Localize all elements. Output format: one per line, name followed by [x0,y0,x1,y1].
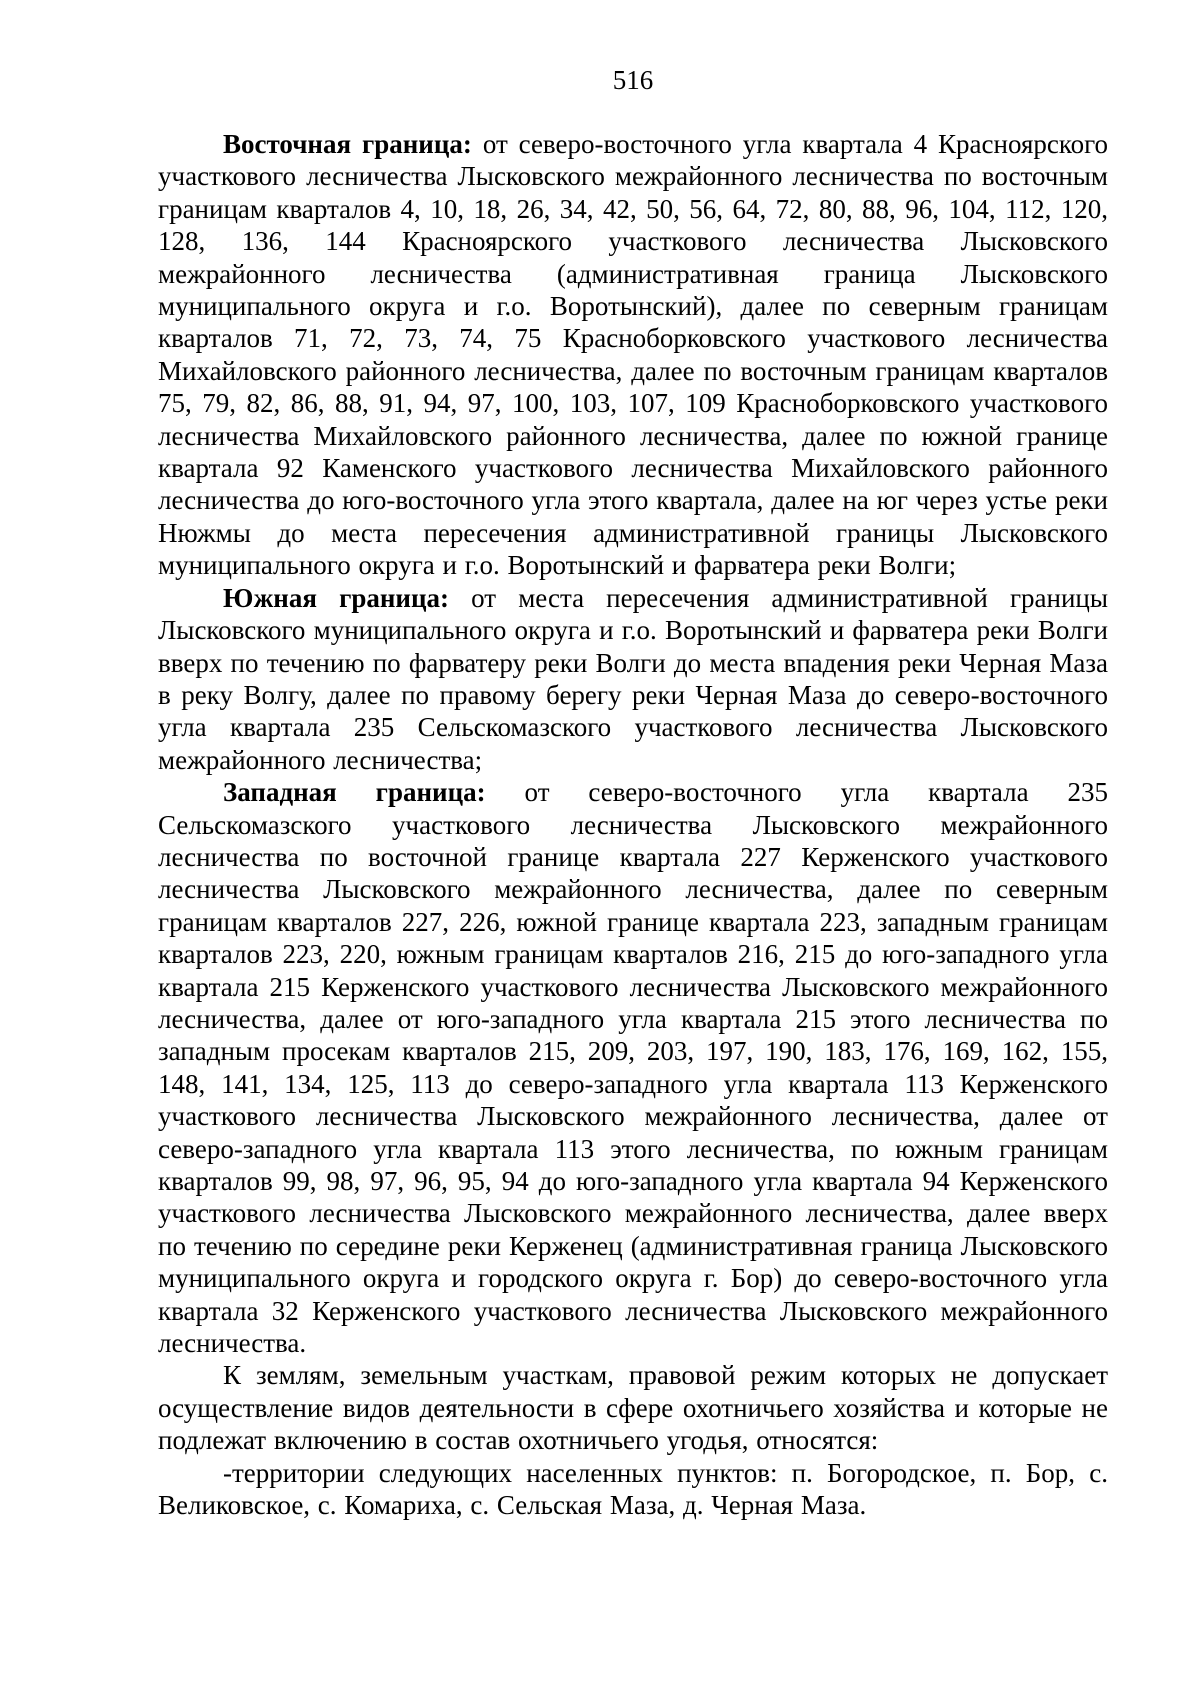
page-number: 516 [612,65,654,95]
paragraph-text-southern: от места пересечения административной границы Лысковского муниципального округа и г.о. Воротынский и фарватера реки Волги вверх по течению по фарватеру реки Волги до места впадения реки Черная Маза в реку Волгу, далее по правому берегу реки Черная Маза до северо-восточного угла квартала 235 Сельскомазского участкового лесничества Лысковского межрайонного лесничества; [158,582,1108,775]
paragraph-lead-western: Западная граница: [223,777,486,808]
paragraph-settlements-list [158,1457,1108,1522]
paragraph-text-eastern: от северо-восточного угла квартала 4 Красноярского участкового лесничества Лысковского межрайонного лесничества по восточным границам кварталов 4, 10, 18, 26, 34, 42, 50, 56, 64, 72, 80, 88, 96, 104, 112, 120, 128, 136, 144 Красноярского участкового лесничества Лысковского межрайонного лесничества (административная граница Лысковского муниципального округа и г.о. Воротынский), далее по северным границам кварталов 71, 72, 73, 74, 75 Красноборковского участкового лесничества Михайловского районного лесничества, далее по восточным границам кварталов 75, 79, 82, 86, 88, 91, 94, 97, 100, 103, 107, 109 Красноборковского участкового лесничества Михайловского районного лесничества, далее по южной границе квартала 92 Каменского участкового лесничества Михайловского районного лесничества до юго-восточного угла этого квартала, далее на юг через устье реки Нюжмы до места пересечения административной границы Лысковского муниципального округа и г.о. Воротынский и фарватера реки Волги; [158,129,1109,581]
paragraph-western-boundary [158,776,1108,1359]
paragraph-text-western: от северо-восточного угла квартала 235 Сельскомазского участкового лесничества Лысковского межрайонного лесничества по восточной границе квартала 227 Керженского участкового лесничества Лысковского межрайонного лесничества, далее по северным границам кварталов 227, 226, южной границе квартала 223, западным границам кварталов 223, 220, южным границам кварталов 216, 215 до юго-западного угла квартала 215 Керженского участкового лесничества Лысковского межрайонного лесничества, далее от юго-западного угла квартала 215 этого лесничества по западным просекам кварталов 215, 209, 203, 197, 190, 183, 176, 169, 162, 155, 148, 141, 134, 125, 113 до северо-западного угла квартала 113 Керженского участкового лесничества Лысковского межрайонного лесничества, далее от северо-западного угла квартала 113 этого лесничества, по южным границам кварталов 99, 98, 97, 96, 95, 94 до юго-западного угла квартала 94 Керженского участкового лесничества Лысковского межрайонного лесничества, далее вверх по течению по середине реки Керженец (административная граница Лысковского муниципального округа и городского округа г. Бор) до северо-восточного угла квартала 32 Керженского участкового лесничества Лысковского межрайонного лесничества. [158,777,1109,1359]
paragraph-text-settlements: -территории следующих населенных пунктов: п. Богородское, п. Бор, с. Великовское, с. Комариха, с. Сельская Маза, д. Черная Маза. [158,1457,1108,1521]
document-body [158,128,1108,1521]
paragraph-eastern-boundary [158,128,1108,582]
paragraph-southern-boundary [158,582,1108,776]
paragraph-excluded-lands [158,1359,1108,1456]
paragraph-lead-eastern: Восточная граница: [223,129,472,159]
paragraph-text-excluded-lands: К землям, земельным участкам, правовой режим которых не допускает осуществление видов деятельности в сфере охотничьего хозяйства и которые не подлежат включению в состав охотничьего угодья, относятся: [158,1360,1108,1456]
paragraph-lead-southern: Южная граница: [223,582,450,613]
